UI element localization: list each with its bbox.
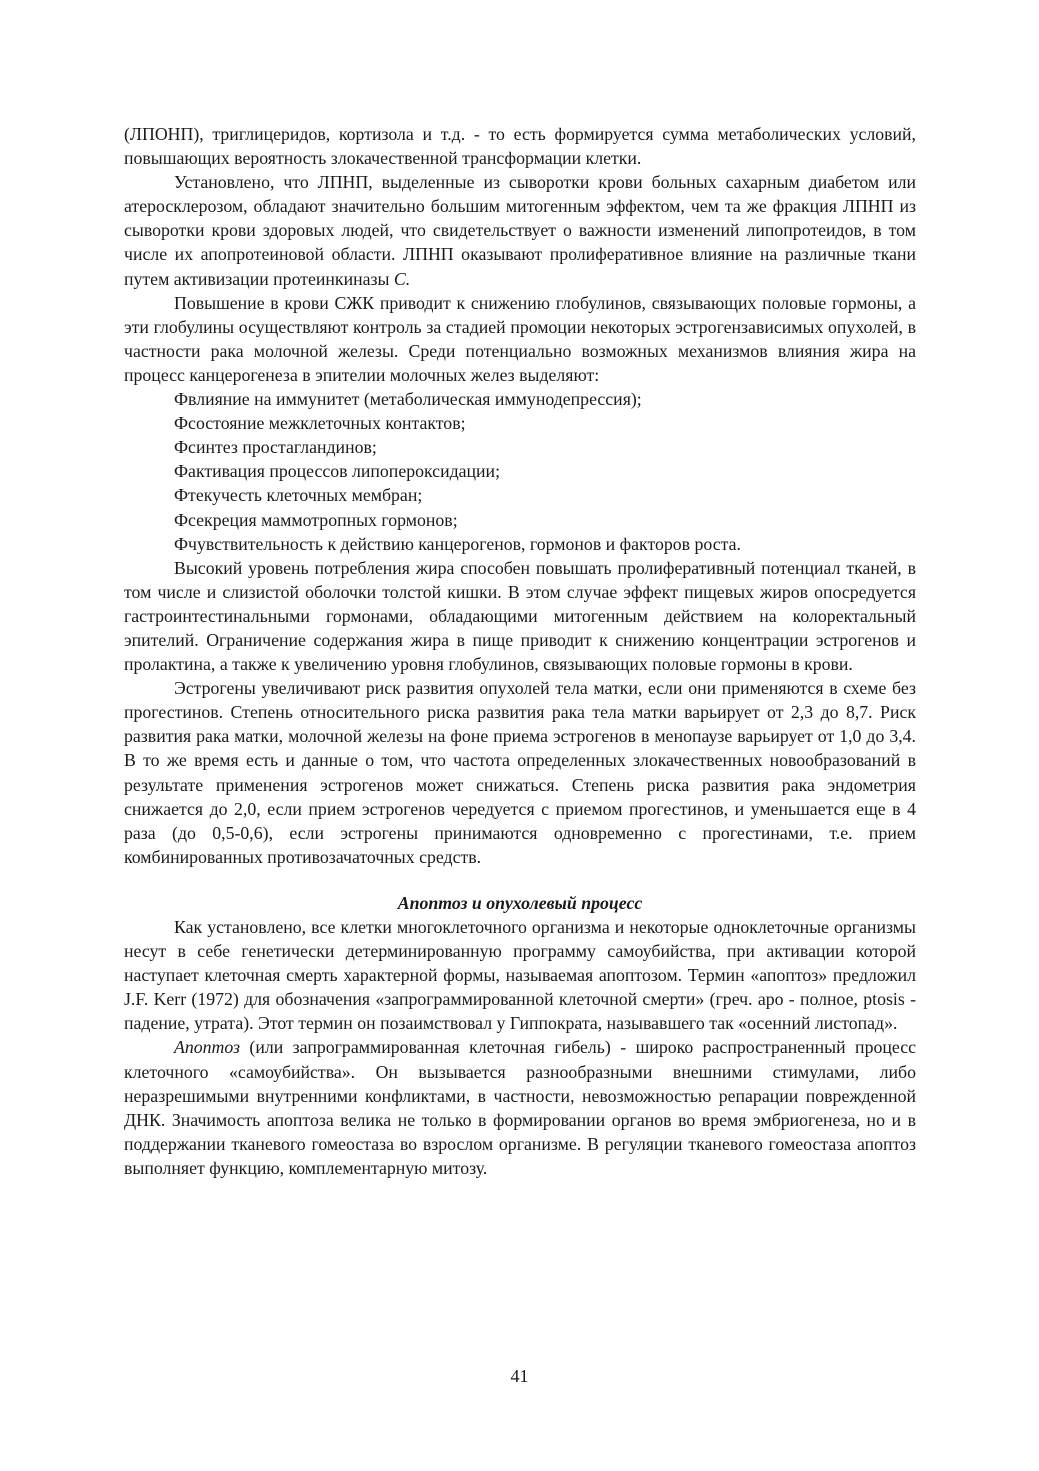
section-heading: Апоптоз и опухолевый процесс [397,892,643,913]
list-item: Фсинтез простагландинов; [174,437,377,458]
paragraph-lponp: (ЛПОНП), триглицеридов, кортизола и т.д. - то есть формируется сумма метаболических условий, повышающих вероятность злокачественной трансформации клетки. [124,124,916,169]
paragraph-apoptosis-definition [124,1035,916,1180]
document-body [124,122,916,1180]
apoptosis-definition-text: (или запрограммированная клеточная гибель) - широко распространенный процесс клеточного «самоубийства». Он вызывается разнообразными внешними стимулами, либо неразрешимыми внутренними конфликтами, в частности, невозможностью репарации поврежденной ДНК. Значимость апоптоза велика не только в формировании органов во время эмбриогенеза, но и в поддержании тканевого гомеостаза во взрослом организме. В регуляции тканевого гомеостаза апоптоз выполняет функцию, комплементарную митозу. [124,1037,916,1178]
paragraph-estrogens: Эстрогены увеличивают риск развития опухолей тела матки, если они применяются в схеме без прогестинов. Степень относительного риска развития рака тела матки варьирует от 2,3 до 8,7. Риск развития рака матки, молочной железы на фоне приема эстрогенов в менопаузе варьирует от 1,0 до 3,4. В то же время есть и данные о том, что частота определенных злокачественных новообразований в результате применения эстрогенов может снижаться. Степень риска развития рака эндометрия снижается до 2,0, если прием эстрогенов чередуется с приемом прогестинов, и уменьшается еще в 4 раза (до 0,5-0,6), если эстрогены принимаются одновременно с прогестинами, т.е. прием комбинированных противозачаточных средств. [124,678,916,867]
list-item: Фвлияние на иммунитет (метаболическая иммунодепрессия); [174,389,642,410]
paragraph-apoptosis-intro: Как установлено, все клетки многоклеточного организма и некоторые одноклеточные организмы несут в себе генетически детерминированную программу самоубийства, при активации которой наступает клеточная смерть характерной формы, называемая апоптозом. Термин «апоптоз» предложил J.F. Kerr (1972) для обозначения «запрограммированной клеточной смерти» (греч. apo - полное, ptosis - падение, утрата). Этот термин он позаимствовал у Гиппократа, называвшего так «осенний листопад». [124,917,916,1034]
paragraph-fat-intake: Высокий уровень потребления жира способен повышать пролиферативный потенциал тканей, в том числе и слизистой оболочки толстой кишки. В этом случае эффект пищевых жиров опосредуется гастроинтестинальными гормонами, обладающими митогенным действием на колоректальный эпителий. Ограничение содержания жира в пище приводит к снижению концентрации эстрогенов и пролактина, а также к увеличению уровня глобулинов, связывающих половые гормоны в крови. [124,557,916,675]
kinase-c-italic: С. [393,268,411,289]
paragraph-lpnp [124,170,916,290]
page-number: 41 [510,1366,529,1386]
list-item: Фчувствительность к действию канцерогенов, гормонов и факторов роста. [174,533,741,554]
apoptosis-term-italic: Апоптоз [174,1037,240,1058]
list-item: Фактивация процессов липопероксидации; [174,461,501,482]
list-item: Фсостояние межклеточных контактов; [174,413,466,434]
paragraph-szhk: Повышение в крови СЖК приводит к снижению глобулинов, связывающих половые гормоны, а эти глобулины осуществляют контроль за стадией промоции некоторых эстрогензависимых опухолей, в частности рака молочной железы. Среди потенциально возможных механизмов влияния жира на процесс канцерогенеза в эпителии молочных желез выделяют: [124,292,916,385]
mechanisms-list [124,387,916,556]
paragraph-lpnp-text: Установлено, что ЛПНП, выделенные из сыворотки крови больных сахарным диабетом или атеросклерозом, обладают значительно большим митогенным эффектом, чем та же фракция ЛПНП из сыворотки крови здоровых людей, что свидетельствует о важности изменений липопротеидов, в том числе их апопротеиновой области. ЛПНП оказывают пролиферативное влияние на различные ткани путем активизации протеинкиназы [124,172,916,289]
list-item: Фсекреция маммотропных гормонов; [174,509,458,530]
list-item: Фтекучесть клеточных мембран; [174,485,423,506]
